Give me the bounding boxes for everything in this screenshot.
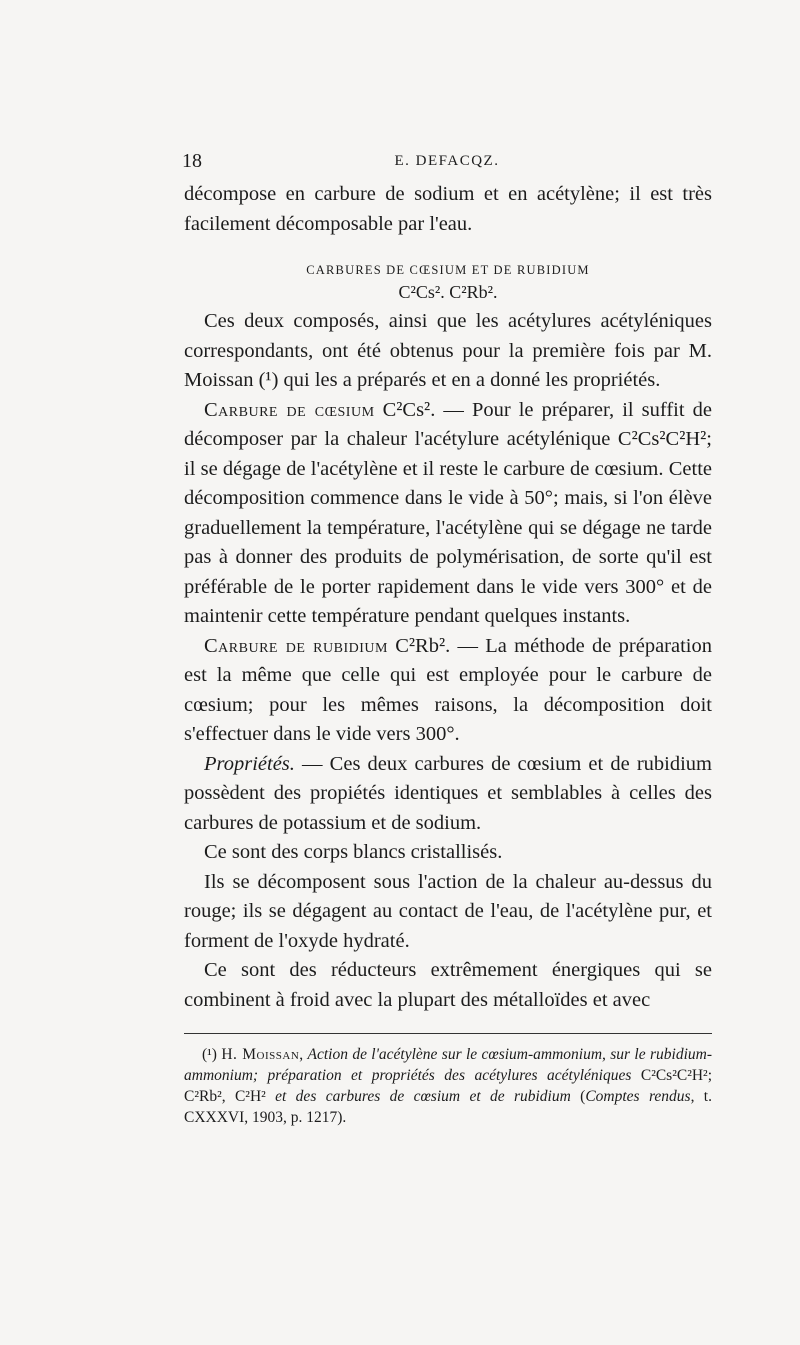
paragraph-1: décompose en carbure de sodium et en acétylène; il est très facilement décomposable par l'eau. [184,183,712,235]
paragraph-2: Ces deux composés, ainsi que les acétylures acétyléniques correspondants, ont été obtenus pour la première fois par M. Moissan (¹) qui les a préparés et en a donné les propriétés. [184,310,712,391]
paragraph-3 [184,396,712,632]
footnote-formulas: C²Cs²C²H²; C²Rb², C²H² [184,1067,712,1105]
footnote-title-1: Action de l'acétylène sur le cœsium-ammonium, sur le rubidium-ammonium; préparation et propriétés des acétylures acétyléniques [184,1046,712,1084]
paragraph-8: Ce sont des réducteurs extrêmement énergiques qui se combinent à froid avec la plupart des métalloïdes et avec [184,959,712,1011]
paragraph-5-text: — Ces deux carbures de cœsium et de rubidium possèdent des propiétés identiques et semblables à celles des carbures de potassium et de sodium. [184,752,712,834]
footnote-marker: (¹) [202,1046,222,1063]
paragraph-4 [184,632,712,750]
footnote-title-2: et des carbures de cœsium et de rubidium [275,1088,571,1105]
page-number: 18 [182,150,202,172]
running-header [182,150,712,174]
paragraph-3-lead: Carbure de cœsium [204,398,375,421]
running-title: E. DEFACQZ. [394,153,500,169]
footnote-author: H. Moissan [221,1046,300,1063]
paragraph-3-text: C²Cs². — Pour le préparer, il suffit de décomposer par la chaleur l'acétylure acétylénique C²Cs²C²H²; il se dégage de l'acétylène et il reste le carbure de cœsium. Cette décomposition commence dans le vide à 50°; mais, si l'on élève graduellement la température, l'acétylène qui se dégage ne tarde pas à donner des produits de polymérisation, de sorte qu'il est préférable de le porter rapidement dans le vide vers 300° et de maintenir cette température pendant quelques instants. [184,398,712,627]
footnote [184,1044,712,1128]
paragraph-7: Ils se décomposent sous l'action de la chaleur au-dessus du rouge; ils se dégagent au contact de l'eau, de l'acétylène pur, et forment de l'oxyde hydraté. [184,870,712,952]
paragraph-5 [184,750,712,839]
footnote-divider [184,1033,712,1034]
paragraph-4-lead: Carbure de rubidium [204,634,388,657]
section-heading: CARBURES DE CŒSIUM ET DE RUBIDIUM [306,263,590,277]
footnote-sep-2: ( [570,1088,586,1105]
paragraph-6: Ce sont des corps blancs cristallisés. [204,841,503,863]
section-formula: C²Cs². C²Rb². [398,282,498,302]
paragraph-5-lead: Propriétés. [204,752,295,775]
footnote-source: Comptes rendus [585,1088,691,1105]
paragraph-4-text: C²Rb². — La méthode de préparation est la même que celle qui est employée pour le carbure de cœsium; pour les mêmes raisons, la décomposition doit s'effectuer dans le vide vers 300°. [184,634,712,745]
footnote-sep-1: , [299,1046,308,1063]
body-text [184,180,712,1015]
footnote-tail: , t. CXXXVI, 1903, p. 1217). [184,1088,712,1126]
